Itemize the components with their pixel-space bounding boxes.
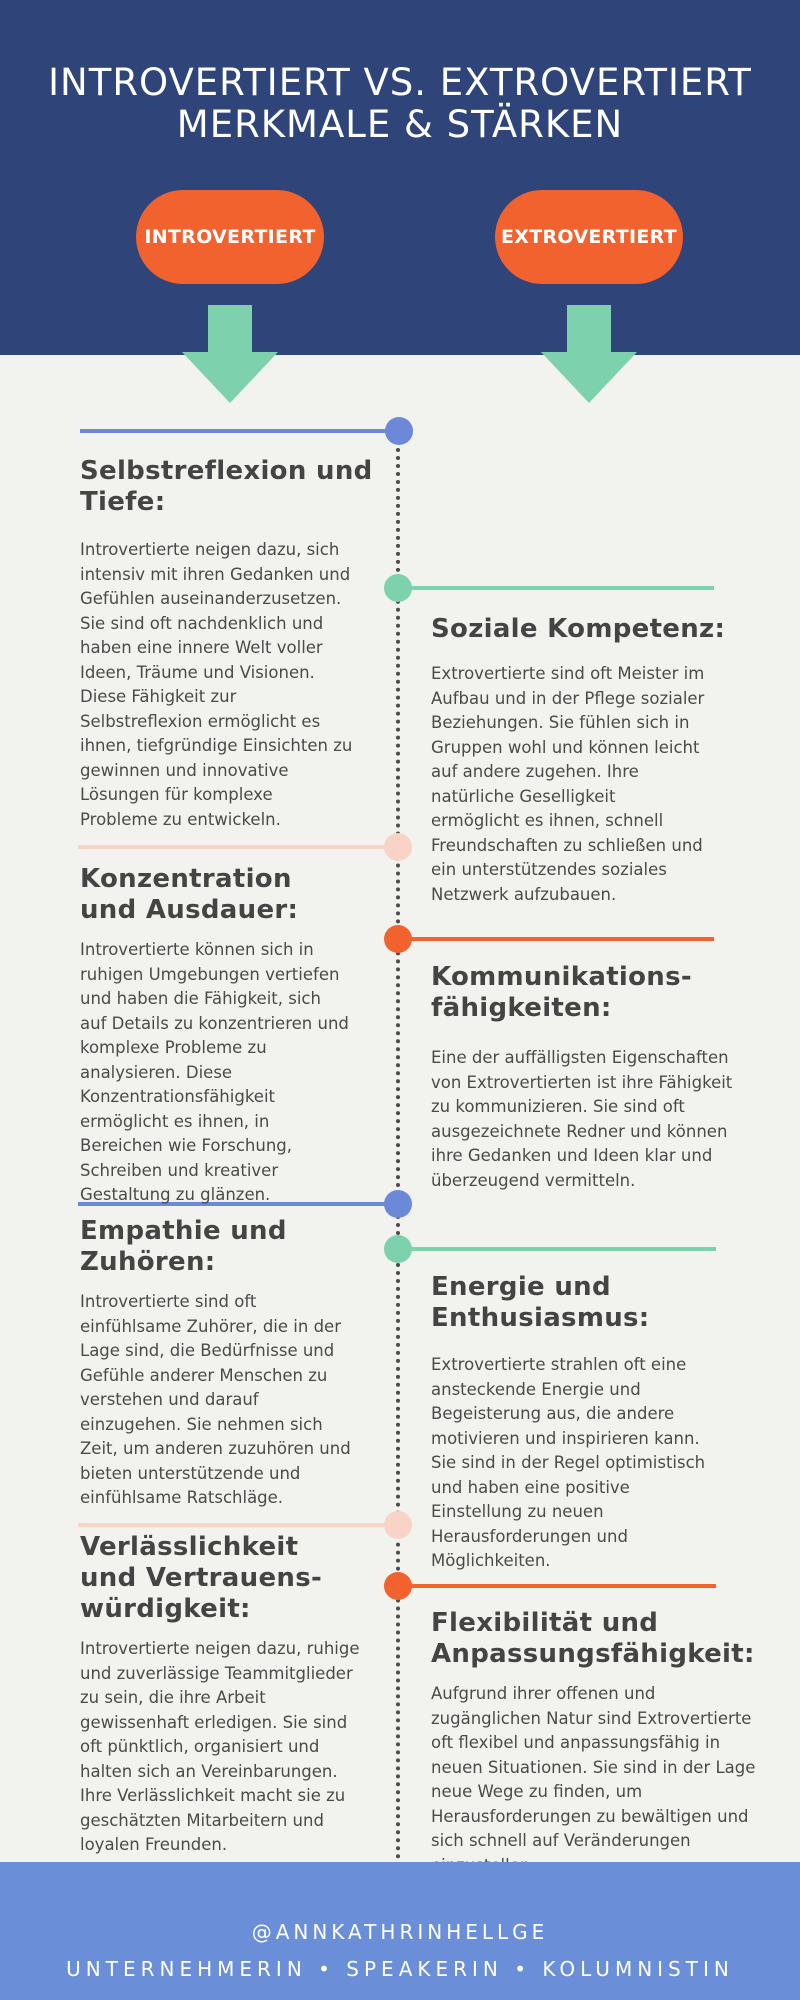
text-line: zugänglichen Natur sind Extrovertierte — [431, 1708, 752, 1728]
text-line: Sie sind oft nachdenklich und — [80, 613, 324, 633]
text-line: Ihre Verlässlichkeit macht sie zu — [80, 1786, 346, 1805]
section-heading-energie — [431, 1272, 650, 1334]
text-line: zu sein, die ihre Arbeit — [80, 1688, 266, 1707]
extrovertiert-badge: EXTROVERTIERT — [495, 190, 683, 284]
heading-line: Kommunikations- — [431, 962, 692, 992]
timeline-connector — [398, 937, 714, 941]
text-line: Extrovertierte strahlen oft eine — [431, 1355, 687, 1374]
timeline-connector — [398, 1247, 716, 1251]
text-line: gewissenhaft erledigen. Sie sind — [80, 1712, 348, 1732]
heading-line: Konzentration — [80, 864, 292, 894]
section-text-kommunikation — [431, 1046, 731, 1193]
heading-line: würdigkeit: — [80, 1594, 251, 1624]
text-line: Gefühle anderer Menschen zu — [80, 1365, 328, 1385]
timeline-dot — [384, 1190, 412, 1218]
text-line: Lösungen für komplexe — [80, 785, 273, 804]
text-line: Begeisterung aus, die andere — [431, 1404, 675, 1423]
text-line: Introvertierte sind oft — [80, 1292, 257, 1311]
text-line: Lage sind, die Bedürfnisse und — [80, 1341, 335, 1360]
text-line: bieten unterstützende und — [80, 1463, 301, 1483]
text-line: einfühlsame Ratschläge. — [80, 1488, 284, 1507]
page-title — [0, 62, 800, 146]
heading-line: Empathie und — [80, 1216, 287, 1246]
heading-line: Enthusiasmus: — [431, 1303, 650, 1333]
text-line: Beziehungen. Sie fühlen sich in — [431, 713, 690, 732]
text-line: ihre Gedanken und Ideen klar und — [431, 1146, 713, 1165]
text-line: auf Details zu konzentrieren und — [80, 1013, 349, 1033]
heading-line: fähigkeiten: — [431, 993, 612, 1023]
heading-line: Tiefe: — [80, 487, 166, 517]
header-banner — [0, 0, 800, 355]
text-line: und haben eine positive — [431, 1477, 630, 1497]
timeline-connector — [398, 586, 714, 590]
timeline-connector — [78, 845, 396, 849]
section-text-energie — [431, 1353, 731, 1574]
text-line: von Extrovertierten ist ihre Fähigkeit — [431, 1072, 733, 1092]
timeline-connector — [398, 1584, 716, 1588]
text-line: Selbstreflexion ermöglicht es — [80, 711, 321, 731]
timeline-dotted-line — [396, 432, 400, 1892]
text-line: Bereichen wie Forschung, — [80, 1136, 293, 1155]
text-line: haben eine innere Welt voller — [80, 638, 323, 657]
section-heading-konzentration — [80, 864, 298, 926]
author-handle: @ANNKATHRINHELLGE — [251, 1920, 549, 1944]
text-line: ruhigen Umgebungen vertiefen — [80, 964, 340, 984]
section-heading-empathie — [80, 1216, 287, 1278]
text-line: und zuverlässige Teammitglieder — [80, 1663, 353, 1683]
text-line: ansteckende Energie und — [431, 1379, 641, 1399]
arrow-down-icon — [541, 305, 637, 403]
timeline-connector — [78, 1523, 396, 1527]
text-line: Gruppen wohl und können leicht — [431, 737, 700, 757]
text-line: komplexe Probleme zu — [80, 1038, 267, 1057]
section-text-empathie — [80, 1290, 380, 1511]
text-line: Aufbau und in der Pflege sozialer — [431, 688, 705, 708]
text-line: Zeit, um anderen zuzuhören und — [80, 1439, 351, 1458]
text-line: oft pünktlich, organisiert und — [80, 1737, 320, 1756]
heading-line: und Ausdauer: — [80, 895, 299, 925]
section-text-selbstreflexion — [80, 538, 380, 832]
text-line: Gefühlen auseinanderzusetzen. — [80, 589, 342, 608]
text-line: Möglichkeiten. — [431, 1551, 551, 1570]
text-line: einzugehen. Sie nehmen sich — [80, 1414, 323, 1434]
timeline-dot — [385, 417, 413, 445]
text-line: sich schnell auf Veränderungen — [431, 1831, 691, 1850]
text-line: Diese Fähigkeit zur — [80, 687, 237, 706]
text-line: Probleme zu entwickeln. — [80, 809, 281, 829]
text-line: Herausforderungen zu bewältigen und — [431, 1806, 749, 1826]
text-line: überzeugend vermitteln. — [431, 1170, 636, 1190]
section-text-verlaesslichkeit — [80, 1637, 380, 1858]
text-line: Netzwerk aufzubauen. — [431, 884, 617, 904]
text-line: Ideen, Träume und Visionen. — [80, 662, 315, 682]
text-line: neuen Situationen. Sie sind in der Lage — [431, 1757, 756, 1777]
heading-line: Soziale Kompetenz: — [431, 614, 726, 644]
section-heading-verlaesslichkeit — [80, 1532, 322, 1625]
text-line: Schreiben und kreativer — [80, 1160, 279, 1180]
arrow-down-icon — [182, 305, 278, 403]
timeline-connector — [80, 429, 396, 433]
section-text-flexibilitaet — [431, 1682, 756, 1878]
text-line: ihnen, tiefgründige Einsichten zu — [80, 736, 353, 755]
heading-line: und Vertrauens- — [80, 1563, 323, 1593]
section-text-soziale-kompetenz — [431, 662, 731, 907]
text-line: Introvertierte neigen dazu, ruhige — [80, 1639, 360, 1658]
text-line: Introvertierte können sich in — [80, 940, 314, 959]
text-line: natürliche Geselligkeit — [431, 786, 616, 806]
text-line: analysieren. Diese — [80, 1062, 233, 1082]
text-line: ausgezeichnete Redner und können — [431, 1121, 728, 1141]
text-line: und haben die Fähigkeit, sich — [80, 989, 321, 1008]
section-heading-flexibilitaet — [431, 1608, 755, 1670]
timeline-dot — [384, 925, 412, 953]
title-line-1: INTROVERTIERT VS. EXTROVERTIERT — [48, 61, 752, 104]
section-text-konzentration — [80, 938, 380, 1208]
text-line: oft flexibel und anpassungsfähig in — [431, 1733, 721, 1752]
text-line: auf andere zugehen. Ihre — [431, 762, 639, 781]
text-line: ein unterstützendes soziales — [431, 860, 667, 879]
text-line: ermöglicht es ihnen, in — [80, 1111, 270, 1131]
section-heading-soziale-kompetenz — [431, 614, 725, 645]
section-heading-selbstreflexion — [80, 456, 373, 518]
timeline-dot — [384, 1572, 412, 1600]
text-line: Einstellung zu neuen — [431, 1502, 604, 1521]
text-line: Konzentrationsfähigkeit — [80, 1087, 275, 1106]
text-line: loyalen Freunden. — [80, 1835, 228, 1854]
introvertiert-badge: INTROVERTIERT — [136, 190, 324, 284]
text-line: verstehen und darauf — [80, 1390, 259, 1409]
text-line: Introvertierte neigen dazu, sich — [80, 540, 340, 559]
timeline-dot — [384, 1511, 412, 1539]
text-line: Extrovertierte sind oft Meister im — [431, 664, 705, 683]
timeline-dot — [384, 1235, 412, 1263]
text-line: Eine der auffälligsten Eigenschaften — [431, 1048, 729, 1067]
text-line: neue Wege zu finden, um — [431, 1782, 643, 1801]
section-heading-kommunikation — [431, 962, 692, 1024]
text-line: Sie sind in der Regel optimistisch — [431, 1453, 706, 1472]
heading-line: Energie und — [431, 1272, 611, 1302]
text-line: motivieren und inspirieren kann. — [431, 1428, 700, 1448]
text-line: gewinnen und innovative — [80, 760, 289, 780]
text-line: Herausforderungen und — [431, 1526, 628, 1546]
text-line: geschätzten Mitarbeitern und — [80, 1810, 324, 1830]
text-line: Aufgrund ihrer offenen und — [431, 1684, 656, 1703]
heading-line: Zuhören: — [80, 1247, 216, 1277]
text-line: intensiv mit ihren Gedanken und — [80, 564, 351, 584]
text-line: Freundschaften zu schließen und — [431, 835, 703, 855]
timeline-dot — [384, 833, 412, 861]
heading-line: Verlässlichkeit — [80, 1532, 299, 1562]
timeline-dot — [384, 574, 412, 602]
text-line: einfühlsame Zuhörer, die in der — [80, 1316, 341, 1336]
text-line: zu kommunizieren. Sie sind oft — [431, 1097, 685, 1116]
heading-line: Flexibilität und — [431, 1608, 659, 1638]
heading-line: Selbstreflexion und — [80, 456, 373, 486]
text-line: Gestaltung zu glänzen. — [80, 1185, 271, 1204]
text-line: halten sich an Vereinbarungen. — [80, 1761, 338, 1781]
heading-line: Anpassungsfähigkeit: — [431, 1639, 755, 1669]
title-line-2: MERKMALE & STÄRKEN — [176, 103, 624, 146]
author-tagline: UNTERNEHMERIN • SPEAKERIN • KOLUMNISTIN — [66, 1957, 734, 1981]
text-line: ermöglicht es ihnen, schnell — [431, 811, 664, 830]
